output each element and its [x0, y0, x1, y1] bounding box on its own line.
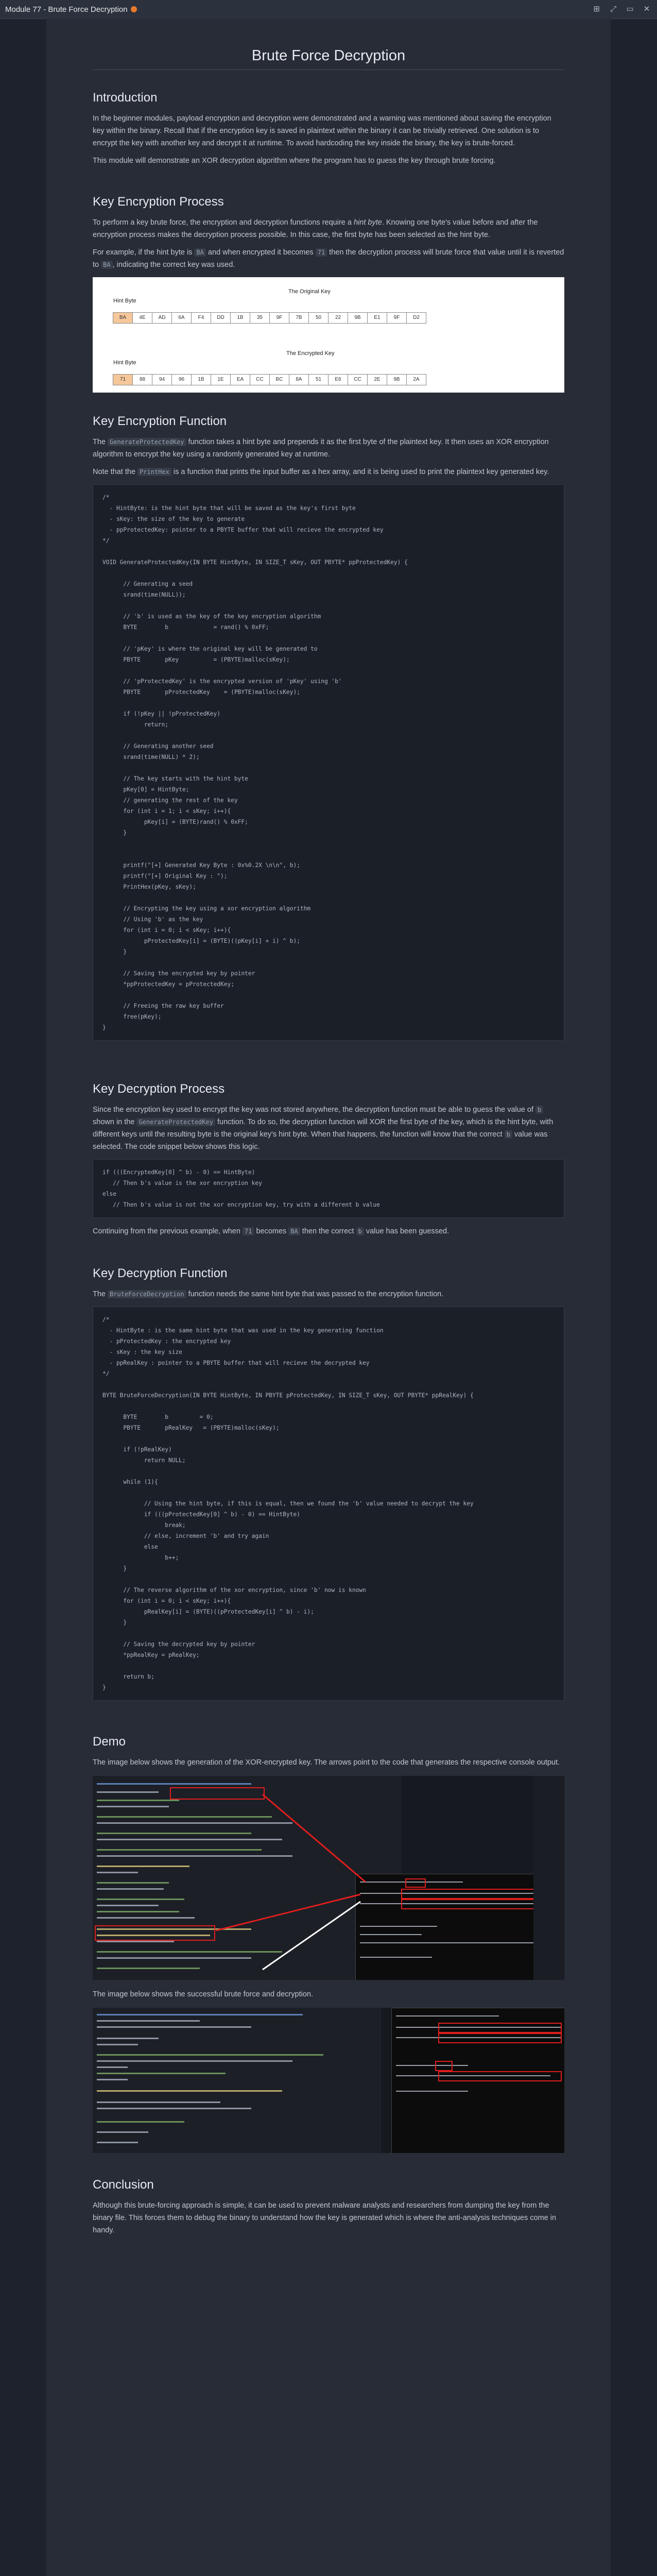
- intro-paragraph-1: In the beginner modules, payload encryption and decryption were demonstrated and a warning was mentioned about saving the encryption key within the binary. Recall that if the encryption key is saved in plaintext within the binary it can be trivially retrieved. One solution is to encrypt the key with another key and decrypt it at runtime. To avoid hardcoding the key inside the binary, the key is brute-forced.: [93, 114, 551, 147]
- intro-paragraph-2: This module will demonstrate an XOR decryption algorithm where the program has to guess the key through brute forcing.: [93, 157, 496, 165]
- section-heading-conclusion: Conclusion: [93, 2178, 154, 2192]
- window-titlebar: [0, 0, 657, 19]
- key-byte-cell: E1: [367, 312, 387, 324]
- key-byte-cell: BC: [269, 374, 289, 385]
- expand-icon[interactable]: ⤢: [610, 5, 617, 13]
- kdf-paragraph-1: The BruteForceDecryption function needs the same hint byte that was passed to the encryption function.: [93, 1290, 444, 1298]
- encrypted-key-row: [113, 374, 426, 385]
- key-byte-cell: 1E: [211, 374, 231, 385]
- bookmark-icon[interactable]: ▭: [626, 5, 634, 13]
- section-heading-key-decryption-function: Key Decryption Function: [93, 1266, 228, 1280]
- module-page: [46, 19, 611, 2576]
- section-heading-demo: Demo: [93, 1735, 126, 1749]
- key-byte-cell: 9F: [387, 312, 407, 324]
- grid-icon[interactable]: ⊞: [593, 5, 600, 13]
- conclusion-paragraph: Although this brute-forcing approach is simple, it can be used to prevent malware analysts and researchers from dumping the key from the binary file. This forces them to debug the binary to understand how the key is generated which is where the anti-analysis techniques come in handy.: [93, 2201, 557, 2234]
- hint-byte-label-2: Hint Byte: [113, 360, 136, 366]
- demo-paragraph-2: The image below shows the successful brute force and decryption.: [93, 1990, 313, 1998]
- section-heading-key-encryption-function: Key Encryption Function: [93, 414, 227, 428]
- page-title: Brute Force Decryption: [251, 47, 406, 64]
- key-byte-cell: 22: [328, 312, 348, 324]
- kdp-paragraph-1: Since the encryption key used to encrypt the key was not stored anywhere, the decryption function must be able to guess the value of b shown in the GenerateProtectedKey function. To do so, the decryption function will XOR the first byte of the key, which is the hint byte, with different keys until the resulting byte is the original key's hint byte. When that happens, the function will know that the correct b value was selected. The code snippet below shows this logic.: [93, 1106, 554, 1151]
- titlebar-icons: [587, 4, 652, 14]
- demo-screenshot-brute-force: [93, 2008, 564, 2153]
- demo-arrows: [93, 1776, 564, 1980]
- key-byte-cell: 2E: [367, 374, 387, 385]
- original-key-label: The Original Key: [288, 289, 331, 295]
- key-byte-cell: EA: [230, 374, 250, 385]
- key-byte-cell: 88: [132, 374, 152, 385]
- close-icon[interactable]: ✕: [643, 5, 650, 13]
- demo-paragraph-1: The image below shows the generation of the XOR-encrypted key. The arrows point to the code that generates the respective console output.: [93, 1758, 560, 1767]
- key-byte-cell: 9F: [269, 312, 289, 324]
- key-byte-cell: CC: [250, 374, 270, 385]
- key-byte-cell: 94: [152, 374, 172, 385]
- key-byte-cell: E6: [328, 374, 348, 385]
- module-content: [46, 19, 611, 2242]
- key-byte-cell: AD: [152, 312, 172, 324]
- key-byte-cell: 96: [171, 374, 192, 385]
- key-byte-cell: CC: [348, 374, 368, 385]
- demo-screenshot-key-generation: [93, 1776, 564, 1980]
- key-byte-cell: 50: [308, 312, 328, 324]
- key-byte-cell: 8A: [289, 374, 309, 385]
- key-byte-cell: 9B: [387, 374, 407, 385]
- key-byte-cell: DD: [211, 312, 231, 324]
- encrypted-key-label: The Encrypted Key: [286, 350, 335, 357]
- key-byte-cell: BA: [113, 312, 133, 324]
- kep-paragraph-2: For example, if the hint byte is BA and when encrypted it becomes 71 then the decryption process will brute force that value until it is reverted to BA , indicating the correct key was used.: [93, 248, 564, 269]
- code-block-brute-force-decryption: /* - HintByte : is the same hint byte that was used in the key generating function - pProtectedKey : the encrypted key - sKey : the key size - ppRealKey : pointer to a PBYTE buffer that will recieve the decrypted key */ BYTE BruteForceDecryption(IN BYTE HintByte, IN PBYTE pProtectedKey, IN SIZE_T sKey, OUT PBYTE* ppRealKey) { BYTE b = 0; PBYTE pRealKey = (PBYTE)malloc(sKey); if (!pRealKey) return NULL; while (1){ // Using the hint byte, if this is equal, then we found the 'b' value needed to decrypt the key if (((pProtectedKey[0] ^ b) - 0) == HintByte) break; // else, increment 'b' and try again else b++; } // The reverse algorithm of the xor encryption, since 'b' now is known for (int i = 0; i < sKey; i++){ pRealKey[i] = (BYTE)((pProtectedKey[i] ^ b) - i); } // Saving the decrypted key by pointer *ppRealKey = pRealKey; return b; }: [93, 1307, 564, 1701]
- demo-editor-pane-2: [93, 2008, 381, 2153]
- kep-paragraph-1: To perform a key brute force, the encryption and decryption functions require a hint byte. Knowing one byte's value before and after the encryption process makes the decryption process possible. In this case, the first byte has been selected as the hint byte.: [93, 218, 538, 239]
- code-block-decryption-logic: if (((EncryptedKey[0] ^ b) - 0) == HintByte) // Then b's value is the xor encryption key else // Then b's value is not the xor encryption key, try with a different b value: [93, 1159, 564, 1218]
- status-dot-icon: [131, 6, 137, 12]
- key-diagram: [93, 277, 564, 393]
- code-block-generate-protected-key: /* - HintByte: is the hint byte that will be saved as the key's first byte - sKey: the size of the key to generate - ppProtectedKey: pointer to a PBYTE buffer that will recieve the encrypted key */ VOID GenerateProtectedKey(IN BYTE HintByte, IN SIZE_T sKey, OUT PBYTE* ppProtectedKey) { // Generating a seed srand(time(NULL)); // 'b' is used as the key of the key encryption algorithm BYTE b = rand() % 0xFF; // 'pKey' is where the original key will be generated to PBYTE pKey = (PBYTE)malloc(sKey); // 'pProtectedKey' is the encrypted version of 'pKey' using 'b' PBYTE pProtectedKey = (PBYTE)malloc(sKey); if (!pKey || !pProtectedKey) return; // Generating another seed srand(time(NULL) * 2); // The key starts with the hint byte pKey[0] = HintByte; // generating the rest of the key for (int i = 1; i < sKey; i++){ pKey[i] = (BYTE)rand() % 0xFF; } printf("[+] Generated Key Byte : 0x%0.2X \n\n", b); printf("[+] Original Key : "); PrintHex(pKey, sKey); // Encrypting the key using a xor encryption algorithm // Using 'b' as the key for (int i = 0; i < sKey; i++){ pProtectedKey[i] = (BYTE)((pKey[i] + i) ^ b); } // Saving the encrypted key by pointer *ppProtectedKey = pProtectedKey; // Freeing the raw key buffer free(pKey); }: [93, 484, 564, 1041]
- section-heading-introduction: Introduction: [93, 91, 158, 105]
- window-title: Module 77 - Brute Force Decryption: [5, 5, 137, 14]
- key-byte-cell: 4E: [132, 312, 152, 324]
- kdp-paragraph-2: Continuing from the previous example, when 71 becomes BA then the correct b value has been guessed.: [93, 1227, 449, 1235]
- key-byte-cell: 71: [113, 374, 133, 385]
- key-byte-cell: 2A: [406, 374, 426, 385]
- key-byte-cell: 9B: [348, 312, 368, 324]
- section-heading-key-decryption-process: Key Decryption Process: [93, 1082, 225, 1096]
- demo-console-window-2: [391, 2008, 564, 2153]
- section-heading-key-encryption-process: Key Encryption Process: [93, 195, 224, 209]
- key-byte-cell: 35: [250, 312, 270, 324]
- key-byte-cell: F4: [191, 312, 211, 324]
- key-byte-cell: 51: [308, 374, 328, 385]
- key-byte-cell: 7B: [289, 312, 309, 324]
- key-byte-cell: 1B: [230, 312, 250, 324]
- editor-minimap: [533, 1776, 564, 1980]
- hint-byte-label: Hint Byte: [113, 298, 136, 304]
- original-key-row: [113, 312, 426, 324]
- key-byte-cell: 1B: [191, 374, 211, 385]
- key-byte-cell: D2: [406, 312, 426, 324]
- kef-paragraph-2: Note that the PrintHex is a function that prints the input buffer as a hex array, and it is being used to print the plaintext key generated key.: [93, 468, 549, 476]
- kef-paragraph-1: The GenerateProtectedKey function takes a hint byte and prepends it as the first byte of the plaintext key. It then uses an XOR encryption algorithm to encrypt the key using a randomly generated key at runtime.: [93, 438, 549, 459]
- key-byte-cell: 6A: [171, 312, 192, 324]
